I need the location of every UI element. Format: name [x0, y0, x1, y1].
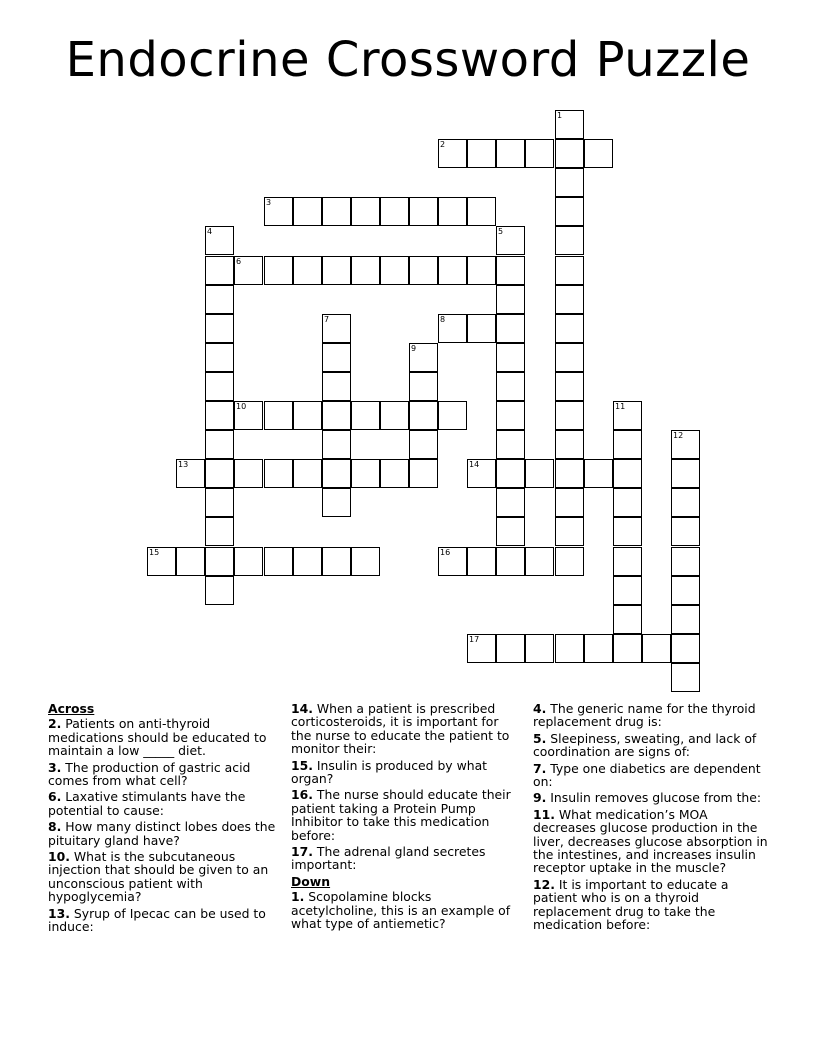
- clue-text: What medication’s MOA decreases glucose production in the liver, decreases glucose absorption in the intestines, and increases insulin receptor uptake in the muscle?: [533, 806, 768, 876]
- grid-cell[interactable]: [467, 256, 496, 285]
- clue-number: 2: [440, 140, 446, 149]
- grid-cell[interactable]: [555, 343, 584, 372]
- clue-number-label: 11.: [533, 806, 555, 822]
- down-clue: [533, 808, 773, 875]
- down-clue: [533, 702, 773, 729]
- across-clue: [48, 820, 276, 847]
- grid-cell[interactable]: [671, 488, 700, 517]
- grid-cell[interactable]: [322, 459, 351, 488]
- grid-cell[interactable]: [613, 576, 642, 605]
- grid-cell[interactable]: [205, 256, 234, 285]
- grid-cell[interactable]: [525, 139, 554, 168]
- clue-number: 15: [149, 548, 160, 557]
- clue-number: 10: [236, 402, 247, 411]
- across-clue: [48, 717, 276, 757]
- clue-number: 3: [266, 198, 272, 207]
- grid-cell[interactable]: [584, 634, 613, 663]
- clue-text: The generic name for the thyroid replacement drug is:: [533, 701, 756, 730]
- grid-cell[interactable]: [555, 459, 584, 488]
- down-clue: [291, 890, 519, 930]
- across-clue: [291, 788, 519, 842]
- grid-cell[interactable]: [525, 547, 554, 576]
- grid-cell[interactable]: [555, 488, 584, 517]
- grid-cell[interactable]: [322, 197, 351, 226]
- grid-cell[interactable]: [409, 256, 438, 285]
- across-clue-list-continued: [291, 702, 519, 872]
- clue-text: Type one diabetics are dependent on:: [533, 760, 761, 790]
- grid-cell[interactable]: [555, 168, 584, 197]
- grid-cell[interactable]: [613, 488, 642, 517]
- grid-cell[interactable]: [234, 256, 263, 285]
- grid-cell[interactable]: [380, 256, 409, 285]
- grid-cell[interactable]: [293, 547, 322, 576]
- clue-number-label: 14.: [291, 701, 313, 716]
- grid-cell[interactable]: [555, 547, 584, 576]
- grid-cell[interactable]: [205, 343, 234, 372]
- grid-cell[interactable]: [496, 256, 525, 285]
- grid-cell[interactable]: [467, 634, 496, 663]
- grid-cell[interactable]: [293, 401, 322, 430]
- grid-cell[interactable]: [409, 401, 438, 430]
- clue-text: Insulin is produced by what organ?: [291, 757, 488, 787]
- grid-cell[interactable]: [555, 256, 584, 285]
- clue-text: Patients on anti-thyroid medications should be educated to maintain a low _____ diet.: [48, 716, 267, 759]
- grid-cell[interactable]: [322, 488, 351, 517]
- grid-cell[interactable]: [322, 547, 351, 576]
- grid-cell[interactable]: [322, 256, 351, 285]
- grid-cell[interactable]: [205, 285, 234, 314]
- grid-cell[interactable]: [496, 343, 525, 372]
- grid-cell[interactable]: [205, 459, 234, 488]
- grid-cell[interactable]: [293, 459, 322, 488]
- grid-cell[interactable]: [438, 401, 467, 430]
- grid-cell[interactable]: [438, 197, 467, 226]
- clue-number: 17: [469, 635, 480, 644]
- grid-cell[interactable]: [671, 605, 700, 634]
- grid-cell[interactable]: [205, 576, 234, 605]
- grid-cell[interactable]: [205, 226, 234, 255]
- grid-cell[interactable]: [555, 634, 584, 663]
- clues-column-2: [291, 702, 519, 934]
- grid-cell[interactable]: [351, 197, 380, 226]
- grid-cell[interactable]: [613, 401, 642, 430]
- grid-cell[interactable]: [555, 430, 584, 459]
- clue-number: 6: [236, 257, 242, 266]
- grid-cell[interactable]: [555, 517, 584, 546]
- clue-number: 7: [324, 315, 330, 324]
- grid-cell[interactable]: [147, 547, 176, 576]
- grid-cell[interactable]: [496, 547, 525, 576]
- clue-number-label: 2.: [48, 716, 62, 732]
- clue-number-label: 9.: [533, 790, 547, 806]
- grid-cell[interactable]: [438, 139, 467, 168]
- grid-cell[interactable]: [496, 430, 525, 459]
- down-clue-list: [291, 890, 519, 930]
- clue-number-label: 10.: [48, 849, 70, 865]
- grid-cell[interactable]: [438, 547, 467, 576]
- grid-cell[interactable]: [642, 634, 671, 663]
- clue-number: 11: [615, 402, 626, 411]
- clue-number-label: 15.: [291, 757, 313, 773]
- clue-text: How many distinct lobes does the pituitary gland have?: [48, 819, 276, 848]
- grid-cell[interactable]: [205, 314, 234, 343]
- clue-text: Insulin removes glucose from the:: [546, 790, 762, 806]
- clue-number: 9: [411, 344, 417, 353]
- grid-cell[interactable]: [496, 285, 525, 314]
- grid-cell[interactable]: [293, 197, 322, 226]
- grid-cell[interactable]: [555, 226, 584, 255]
- down-clue-list-continued: [533, 702, 773, 932]
- across-heading: Across: [48, 701, 95, 716]
- clue-text: Sleepiness, sweating, and lack of coordination are signs of:: [533, 730, 757, 760]
- grid-cell[interactable]: [205, 488, 234, 517]
- clue-number-label: 8.: [48, 819, 62, 835]
- grid-cell[interactable]: [525, 459, 554, 488]
- grid-cell[interactable]: [351, 401, 380, 430]
- grid-cell[interactable]: [205, 430, 234, 459]
- grid-cell[interactable]: [613, 430, 642, 459]
- grid-cell[interactable]: [671, 430, 700, 459]
- grid-cell[interactable]: [584, 459, 613, 488]
- grid-cell[interactable]: [205, 372, 234, 401]
- clue-number: 13: [178, 460, 189, 469]
- grid-cell[interactable]: [496, 488, 525, 517]
- grid-cell[interactable]: [467, 197, 496, 226]
- grid-cell[interactable]: [380, 459, 409, 488]
- across-clue: [48, 907, 276, 934]
- grid-cell[interactable]: [176, 547, 205, 576]
- clue-text: What is the subcutaneous injection that should be given to an unconscious patient with hypoglycemia?: [48, 849, 269, 905]
- grid-cell[interactable]: [351, 459, 380, 488]
- grid-cell[interactable]: [380, 197, 409, 226]
- clue-text: The adrenal gland secretes important:: [291, 844, 486, 873]
- clues-column-3: [533, 702, 773, 935]
- grid-cell[interactable]: [234, 401, 263, 430]
- grid-cell[interactable]: [409, 430, 438, 459]
- clue-number-label: 4.: [533, 701, 547, 716]
- grid-cell[interactable]: [438, 314, 467, 343]
- grid-cell[interactable]: [555, 110, 584, 139]
- clue-number-label: 6.: [48, 789, 62, 805]
- grid-cell[interactable]: [671, 663, 700, 692]
- clues-column-1: [48, 702, 276, 937]
- clue-text: Scopolamine blocks acetylcholine, this is an example of what type of antiemetic?: [291, 889, 511, 932]
- clue-number-label: 1.: [291, 889, 305, 905]
- grid-cell[interactable]: [555, 139, 584, 168]
- clue-number: 16: [440, 548, 451, 557]
- grid-cell[interactable]: [380, 401, 409, 430]
- across-clue: [291, 845, 519, 872]
- across-clue: [48, 790, 276, 817]
- grid-cell[interactable]: [496, 226, 525, 255]
- across-clue-list: [48, 717, 276, 933]
- grid-cell[interactable]: [555, 372, 584, 401]
- grid-cell[interactable]: [322, 430, 351, 459]
- grid-cell[interactable]: [409, 372, 438, 401]
- grid-cell[interactable]: [264, 401, 293, 430]
- grid-cell[interactable]: [264, 256, 293, 285]
- grid-cell[interactable]: [322, 401, 351, 430]
- clue-number: 5: [498, 227, 504, 236]
- grid-cell[interactable]: [671, 634, 700, 663]
- grid-cell[interactable]: [555, 197, 584, 226]
- grid-cell[interactable]: [496, 634, 525, 663]
- grid-cell[interactable]: [525, 634, 554, 663]
- grid-cell[interactable]: [234, 547, 263, 576]
- across-clue: [291, 702, 519, 756]
- clue-text: Laxative stimulants have the potential to cause:: [48, 789, 246, 818]
- grid-cell[interactable]: [467, 459, 496, 488]
- grid-cell[interactable]: [496, 314, 525, 343]
- clue-number: 4: [207, 227, 213, 236]
- clue-number-label: 16.: [291, 787, 313, 803]
- clue-number-label: 12.: [533, 876, 555, 892]
- grid-cell[interactable]: [205, 401, 234, 430]
- clue-text: Syrup of Ipecac can be used to induce:: [48, 905, 266, 935]
- down-clue: [533, 878, 773, 932]
- grid-cell[interactable]: [671, 459, 700, 488]
- clue-number-label: 13.: [48, 905, 70, 921]
- clue-text: It is important to educate a patient who is on a thyroid replacement drug to take the medication before:: [533, 876, 729, 933]
- grid-cell[interactable]: [438, 256, 467, 285]
- clue-number-label: 7.: [533, 760, 547, 776]
- clue-number-label: 17.: [291, 844, 313, 860]
- grid-cell[interactable]: [409, 343, 438, 372]
- grid-cell[interactable]: [613, 547, 642, 576]
- grid-cell[interactable]: [322, 372, 351, 401]
- grid-cell[interactable]: [496, 517, 525, 546]
- grid-cell[interactable]: [613, 634, 642, 663]
- down-clue: [533, 791, 773, 804]
- across-clue: [48, 761, 276, 788]
- grid-cell[interactable]: [351, 547, 380, 576]
- grid-cell[interactable]: [264, 197, 293, 226]
- grid-cell[interactable]: [671, 576, 700, 605]
- grid-cell[interactable]: [584, 139, 613, 168]
- grid-cell[interactable]: [613, 605, 642, 634]
- across-clue: [291, 759, 519, 786]
- grid-cell[interactable]: [467, 139, 496, 168]
- grid-cell[interactable]: [351, 256, 380, 285]
- puzzle-title: Endocrine Crossword Puzzle: [65, 32, 751, 88]
- grid-cell[interactable]: [613, 459, 642, 488]
- grid-cell[interactable]: [293, 256, 322, 285]
- clue-number-label: 3.: [48, 759, 62, 775]
- clue-number-label: 5.: [533, 730, 547, 746]
- grid-cell[interactable]: [613, 517, 642, 546]
- grid-cell[interactable]: [264, 547, 293, 576]
- grid-cell[interactable]: [467, 314, 496, 343]
- grid-cell[interactable]: [205, 517, 234, 546]
- grid-cell[interactable]: [671, 517, 700, 546]
- clue-number: 8: [440, 315, 446, 324]
- grid-cell[interactable]: [555, 314, 584, 343]
- grid-cell[interactable]: [496, 372, 525, 401]
- grid-cell[interactable]: [467, 547, 496, 576]
- grid-cell[interactable]: [409, 459, 438, 488]
- grid-cell[interactable]: [264, 459, 293, 488]
- grid-cell[interactable]: [322, 343, 351, 372]
- down-heading: Down: [291, 873, 331, 889]
- grid-cell[interactable]: [322, 314, 351, 343]
- grid-cell[interactable]: [555, 401, 584, 430]
- grid-cell[interactable]: [671, 547, 700, 576]
- grid-cell[interactable]: [496, 459, 525, 488]
- grid-cell[interactable]: [176, 459, 205, 488]
- grid-cell[interactable]: [496, 401, 525, 430]
- down-clue: [533, 762, 773, 789]
- clue-text: The nurse should educate their patient taking a Protein Pump Inhibitor to take this medication before:: [291, 787, 511, 843]
- clue-number: 14: [469, 460, 480, 469]
- clue-number: 12: [673, 431, 684, 440]
- clue-text: When a patient is prescribed corticosteroids, it is important for the nurse to educate the patient to monitor their:: [291, 701, 510, 757]
- down-clue: [533, 732, 773, 759]
- grid-cell[interactable]: [555, 285, 584, 314]
- grid-cell[interactable]: [234, 459, 263, 488]
- grid-cell[interactable]: [205, 547, 234, 576]
- across-clue: [48, 850, 276, 904]
- clue-text: The production of gastric acid comes from what cell?: [48, 759, 251, 789]
- grid-cell[interactable]: [496, 139, 525, 168]
- grid-cell[interactable]: [409, 197, 438, 226]
- clue-number: 1: [557, 111, 563, 120]
